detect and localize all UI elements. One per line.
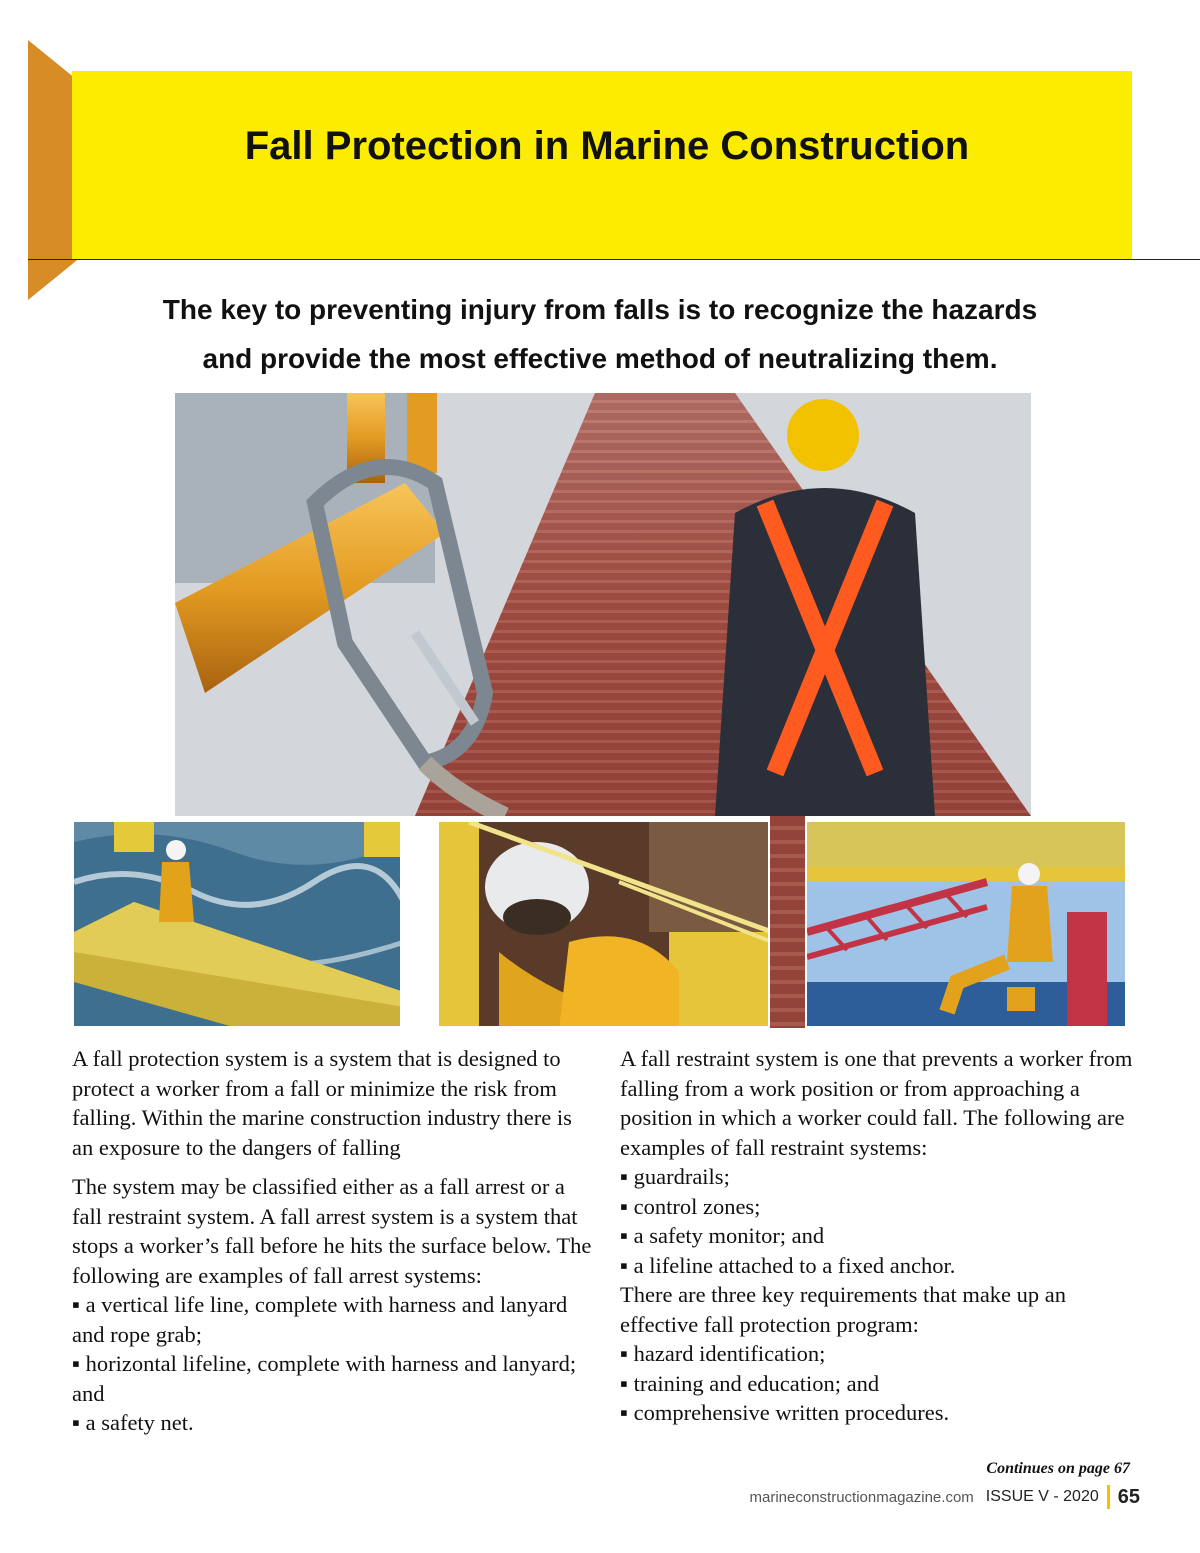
left-paragraph-1: A fall protection system is a system that is designed to protect a worker from a fall or minimize the risk from falling. Within the marine construction industry there is an exposure to the dangers of falling <box>72 1046 572 1160</box>
list-item: ▪ hazard identification; <box>620 1341 826 1366</box>
list-item: ▪ a safety net. <box>72 1410 194 1435</box>
thumbnail-2-illustration <box>439 822 770 1028</box>
footer-site: marineconstructionmagazine.com <box>749 1488 974 1506</box>
subtitle-line-1: The key to preventing injury from falls is to recognize the hazards <box>162 294 1038 325</box>
left-column <box>72 1044 592 1438</box>
list-item: ▪ guardrails; <box>620 1164 730 1189</box>
right-column <box>620 1044 1140 1428</box>
thumbnail-3-illustration <box>807 822 1127 1028</box>
thumbnail-worker-helmet <box>437 820 770 1028</box>
thumbnail-1-illustration <box>74 822 402 1028</box>
title-rule <box>28 259 1200 260</box>
list-item: ▪ training and education; and <box>620 1370 880 1396</box>
footer-issue: ISSUE V - 2020 <box>985 1488 1099 1505</box>
thumbnail-worker-on-pipe <box>72 820 402 1028</box>
list-item: ▪ horizontal lifeline, complete with harness and lanyard; and <box>72 1351 577 1406</box>
hero-illustration <box>175 393 1031 816</box>
list-item: ▪ control zones; <box>620 1193 761 1219</box>
footer-divider <box>1107 1485 1110 1509</box>
continues-note: Continues on page 67 <box>986 1460 1130 1477</box>
page-title: Fall Protection in Marine Construction <box>244 124 970 168</box>
left-paragraph-2: The system may be classified either as a fall arrest or a fall restraint system. A fall arrest system is a system that stops a worker’s fall before he hits the surface below. The following are examples of fall arrest systems: <box>72 1174 592 1288</box>
page-number: 65 <box>1117 1485 1140 1508</box>
list-item: ▪ a safety monitor; and <box>620 1223 825 1248</box>
list-item: ▪ comprehensive written procedures. <box>620 1400 950 1425</box>
right-paragraph-2: There are three key requirements that make up an effective fall protection program: <box>620 1282 1067 1337</box>
hero-photo-extension <box>770 816 805 1028</box>
subtitle-line-2: and provide the most effective method of neutralizing them. <box>202 343 998 374</box>
right-paragraph-1: A fall restraint system is one that prevents a worker from falling from a work position or from approaching a position in which a worker could fall. The following are examples of fall restraint systems: <box>620 1046 1133 1160</box>
list-item: ▪ a lifeline attached to a fixed anchor. <box>620 1252 956 1278</box>
hero-photo <box>175 393 1031 816</box>
thumbnail-worker-suspended <box>805 820 1127 1028</box>
list-item: ▪ a vertical life line, complete with harness and lanyard and rope grab; <box>72 1292 568 1347</box>
subtitle <box>60 285 1140 383</box>
page-footer <box>600 1482 1140 1512</box>
